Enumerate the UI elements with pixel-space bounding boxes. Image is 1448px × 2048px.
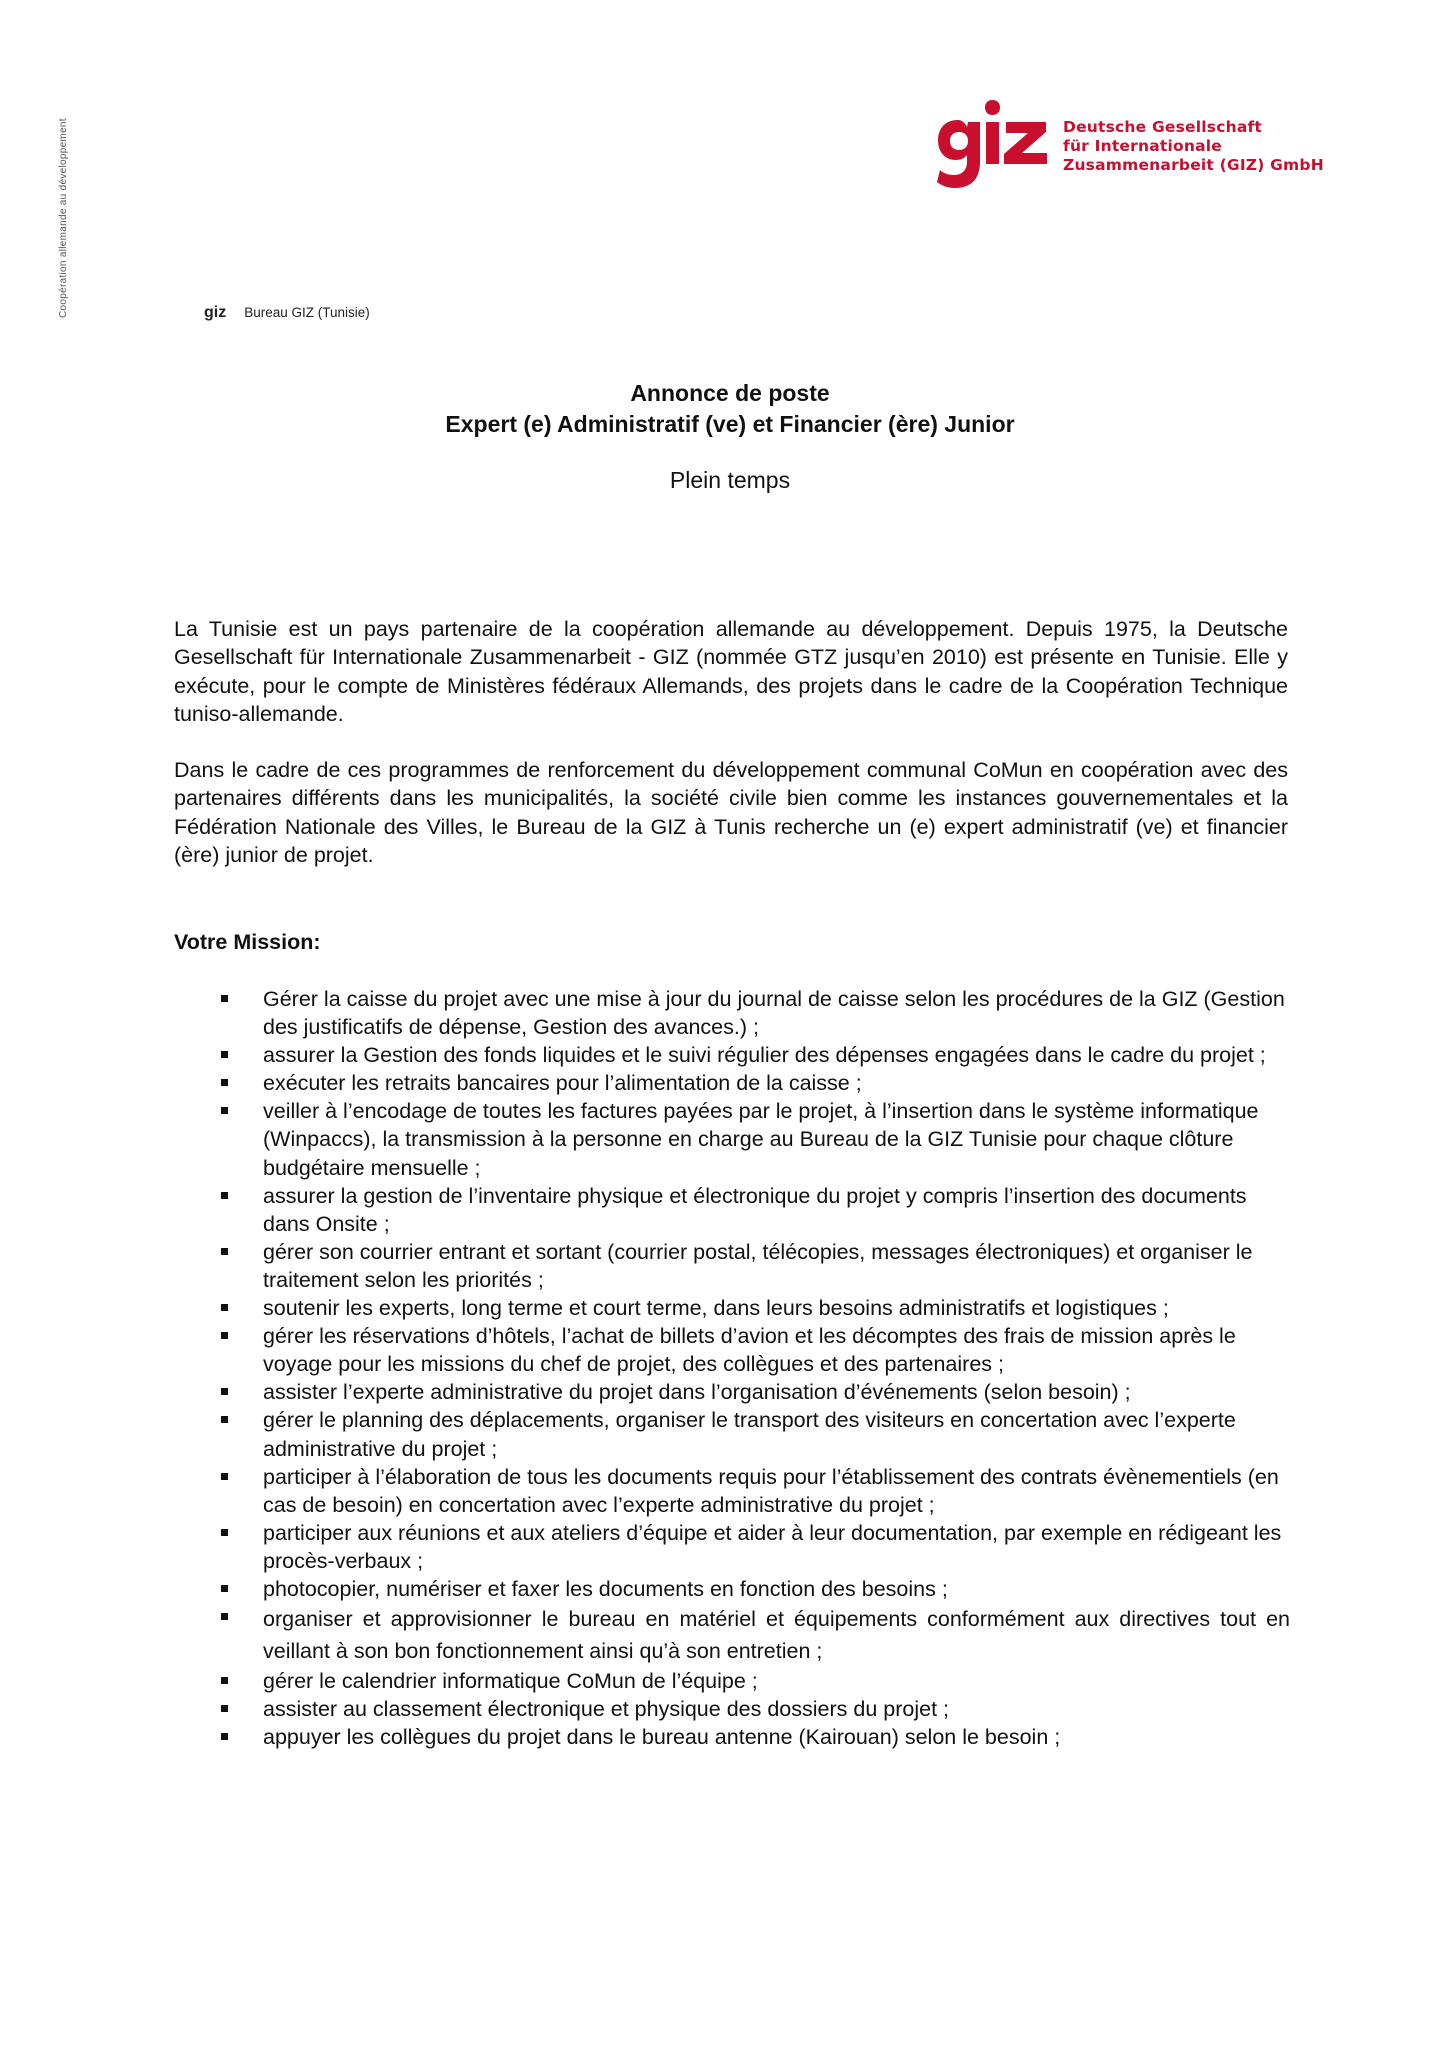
list-item-text: Gérer la caisse du projet avec une mise à jour du journal de caisse selon les procédures de la GIZ (Gestion des justificatifs de dépense, Gestion des avances.) ; (263, 987, 1285, 1040)
list-item (218, 1695, 1290, 1723)
list-item-text: soutenir les experts, long terme et court terme, dans leurs besoins administratifs et logistiques ; (263, 1296, 1169, 1321)
list-item-text: appuyer les collègues du projet dans le bureau antenne (Kairouan) selon le besoin ; (263, 1725, 1061, 1750)
list-item (218, 1322, 1290, 1378)
list-item (218, 985, 1290, 1041)
list-item (218, 1406, 1290, 1462)
list-item-text: gérer les réservations d’hôtels, l’achat de billets d’avion et les décomptes des frais de mission après le voyage pour les missions du chef de projet, des collègues et des partenaires ; (263, 1324, 1236, 1377)
list-item (218, 1667, 1290, 1695)
logo-line: für Internationale (1063, 137, 1222, 155)
list-item-text: participer aux réunions et aux ateliers d’équipe et aider à leur documentation, par exemple en rédigeant les procès-verbaux ; (263, 1520, 1282, 1573)
bullet-icon (221, 1416, 228, 1423)
list-item-text: assister au classement électronique et physique des dossiers du projet ; (263, 1697, 949, 1722)
logo-line: Zusammenarbeit (GIZ) GmbH (1063, 156, 1324, 174)
intro-paragraph: Dans le cadre de ces programmes de renforcement du développement communal CoMun en coopération avec des partenaires différents dans les municipalités, la société civile bien comme les instances gouvernementales et la Fédération Nationale des Villes, le Bureau de la GIZ à Tunis recherche un (e) expert administratif (ve) et financier (ère) junior de projet. (174, 758, 1288, 867)
bullet-icon (221, 1107, 228, 1114)
bullet-icon (221, 1473, 228, 1480)
list-item-text: veiller à l’encodage de toutes les factures payées par le projet, à l’insertion dans le système informatique (Winpaccs), la transmission à la personne en charge au Bureau de la GIZ Tunisie pour chaque clôture budgétaire mensuelle ; (263, 1099, 1259, 1180)
office-label: Bureau GIZ (Tunisie) (244, 305, 370, 320)
list-item (218, 1069, 1290, 1097)
list-item (218, 1463, 1290, 1519)
bullet-icon (221, 1304, 228, 1311)
bullet-icon (221, 1677, 228, 1684)
bullet-icon (221, 1248, 228, 1255)
bullet-icon (221, 995, 228, 1002)
bullet-icon (221, 1733, 228, 1740)
bullet-icon (221, 1332, 228, 1339)
list-item (218, 1519, 1290, 1575)
giz-logo (936, 96, 1052, 196)
page-title: Annonce de poste (630, 380, 830, 406)
list-item-text: gérer le calendrier informatique CoMun de l’équipe ; (263, 1669, 758, 1694)
list-item-text: assurer la Gestion des fonds liquides et le suivi régulier des dépenses engagées dans le cadre du projet ; (263, 1043, 1266, 1068)
list-item (218, 1041, 1290, 1069)
giz-logo-text (1063, 118, 1324, 175)
bullet-icon (221, 1705, 228, 1712)
list-item-text: photocopier, numériser et faxer les documents en fonction des besoins ; (263, 1576, 948, 1601)
office-giz-mark: giz (204, 304, 227, 321)
office-line (204, 304, 370, 322)
list-item (218, 1238, 1290, 1294)
list-item (218, 1575, 1290, 1603)
list-item-text: exécuter les retraits bancaires pour l’alimentation de la caisse ; (263, 1071, 862, 1096)
bullet-icon (221, 1079, 228, 1086)
list-item-text: organiser et approvisionner le bureau en matériel et équipements conformément aux directives tout en veillant à son bon fonctionnement ainsi qu’à son entretien ; (263, 1607, 1290, 1664)
intro-paragraph: La Tunisie est un pays partenaire de la coopération allemande au développement. Depuis 1975, la Deutsche Gesellschaft für Internationale Zusammenarbeit - GIZ (nommée GTZ jusqu’en 2010) est présente en Tunisie. Elle y exécute, pour le compte de Ministères fédéraux Allemands, des projets dans le cadre de la Coopération Technique tuniso-allemande. (174, 617, 1288, 726)
list-item-text: gérer son courrier entrant et sortant (courrier postal, télécopies, messages électroniques) et organiser le traitement selon les priorités ; (263, 1239, 1253, 1292)
bullet-icon (221, 1051, 228, 1058)
list-item (218, 1723, 1290, 1751)
schedule-label: Plein temps (669, 467, 791, 493)
bullet-icon (221, 1192, 228, 1199)
mission-heading: Votre Mission: (174, 930, 321, 954)
list-item-text: assister l’experte administrative du projet dans l’organisation d’événements (selon besoin) ; (263, 1380, 1131, 1405)
list-item-text: participer à l’élaboration de tous les documents requis pour l’établissement des contrats évènementiels (en cas de besoin) en concertation avec l’experte administrative du projet ; (263, 1464, 1279, 1517)
side-caption: Coopération allemande au développement (58, 118, 69, 318)
list-item (218, 1097, 1290, 1181)
bullet-icon (221, 1529, 228, 1536)
list-item-text: gérer le planning des déplacements, organiser le transport des visiteurs en concertation avec l’experte administrative du projet ; (263, 1408, 1236, 1461)
title-block (0, 378, 1448, 494)
position-title: Expert (e) Administratif (ve) et Financier (ère) Junior (445, 411, 1015, 437)
list-item (218, 1182, 1290, 1238)
bullet-icon (221, 1613, 228, 1620)
logo-line: Deutsche Gesellschaft (1063, 118, 1263, 136)
bullet-icon (221, 1388, 228, 1395)
mission-list (218, 985, 1290, 1751)
bullet-icon (221, 1585, 228, 1592)
list-item-text: assurer la gestion de l’inventaire physique et électronique du projet y compris l’insertion des documents dans Onsite ; (263, 1183, 1247, 1236)
list-item (218, 1378, 1290, 1406)
list-item (218, 1603, 1290, 1667)
list-item (218, 1294, 1290, 1322)
